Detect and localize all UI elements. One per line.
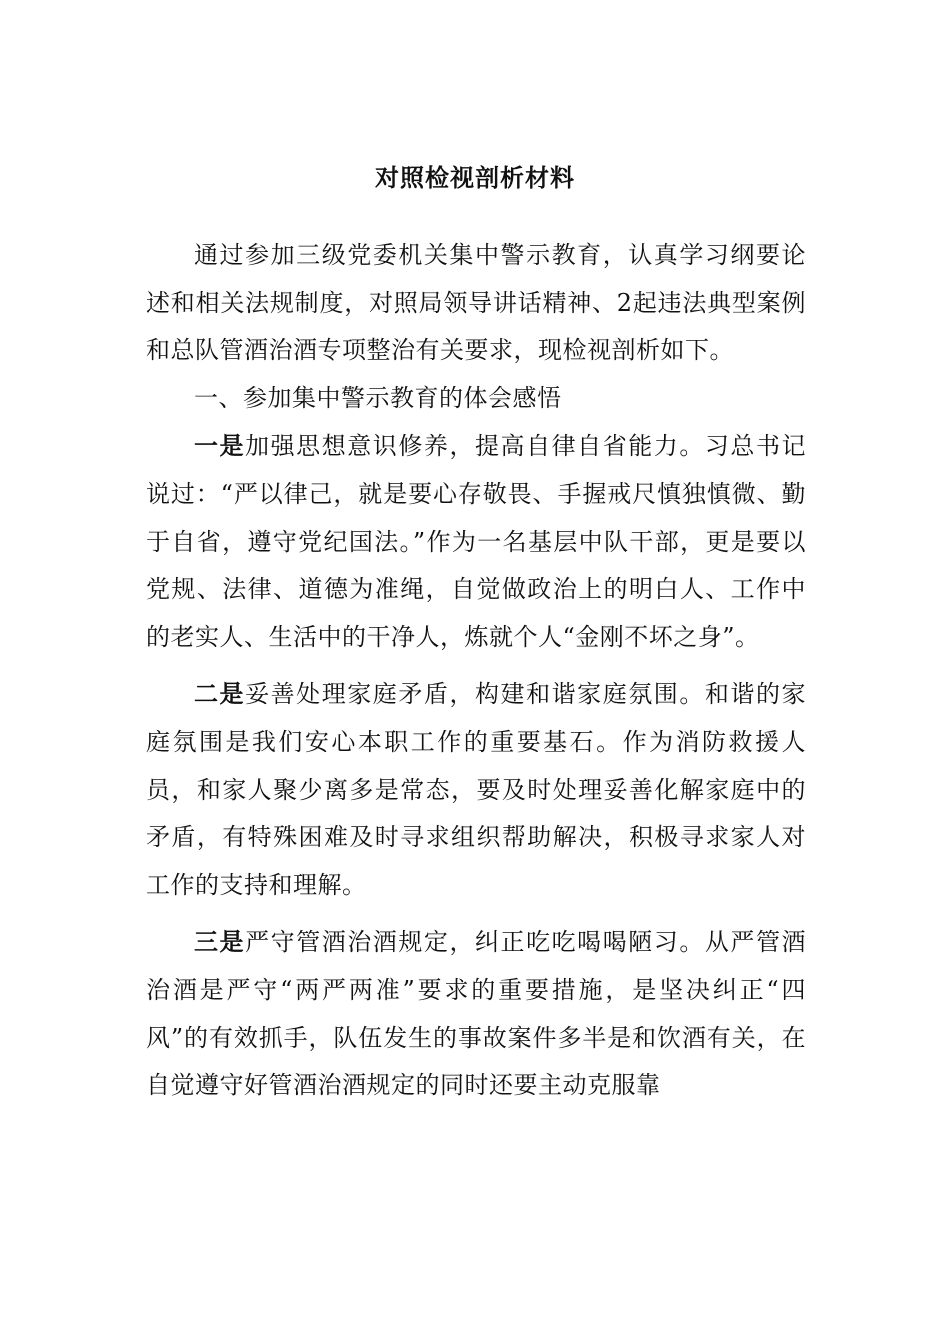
document-body xyxy=(146,232,806,1110)
point-lead: 二是 xyxy=(194,679,246,709)
point-text: 妥善处理家庭矛盾，构建和谐家庭氛围。和谐的家庭氛围是我们安心本职工作的重要基石。作为消防救援人员，和家人聚少离多是常态，要及时处理妥善化解家庭中的矛盾，有特殊困难及时寻求组织帮助解决，积极寻求家人对工作的支持和理解。 xyxy=(146,680,807,899)
point-text: 加强思想意识修养，提高自律自省能力。习总书记说过：“严以律己，就是要心存敬畏、手握戒尺慎独慎微、勤于自省，遵守党纪国法。”作为一名基层中队干部，更是要以党规、法律、道德为准绳，自觉做政治上的明白人、工作中的老实人、生活中的干净人，炼就个人“金刚不坏之身”。 xyxy=(146,432,807,651)
point-paragraph-1 xyxy=(146,422,806,661)
intro-paragraph: 通过参加三级党委机关集中警示教育，认真学习纲要论述和相关法规制度，对照局领导讲话精神、2起违法典型案例和总队管酒治酒专项整治有关要求，现检视剖析如下。 xyxy=(146,241,806,365)
document-title: 对照检视剖析材料 xyxy=(375,163,575,192)
point-paragraph-2 xyxy=(146,670,806,909)
point-lead: 一是 xyxy=(194,431,246,461)
point-paragraph-3 xyxy=(146,918,806,1109)
section-heading: 一、参加集中警示教育的体会感悟 xyxy=(194,383,562,412)
point-lead: 三是 xyxy=(194,927,246,957)
point-text: 严守管酒治酒规定，纠正吃吃喝喝陋习。从严管酒治酒是严守“两严两准”要求的重要措施，是坚决纠正“四风”的有效抓手，队伍发生的事故案件多半是和饮酒有关，在自觉遵守好管酒治酒规定的同时还要主动克服靠 xyxy=(146,928,807,1100)
